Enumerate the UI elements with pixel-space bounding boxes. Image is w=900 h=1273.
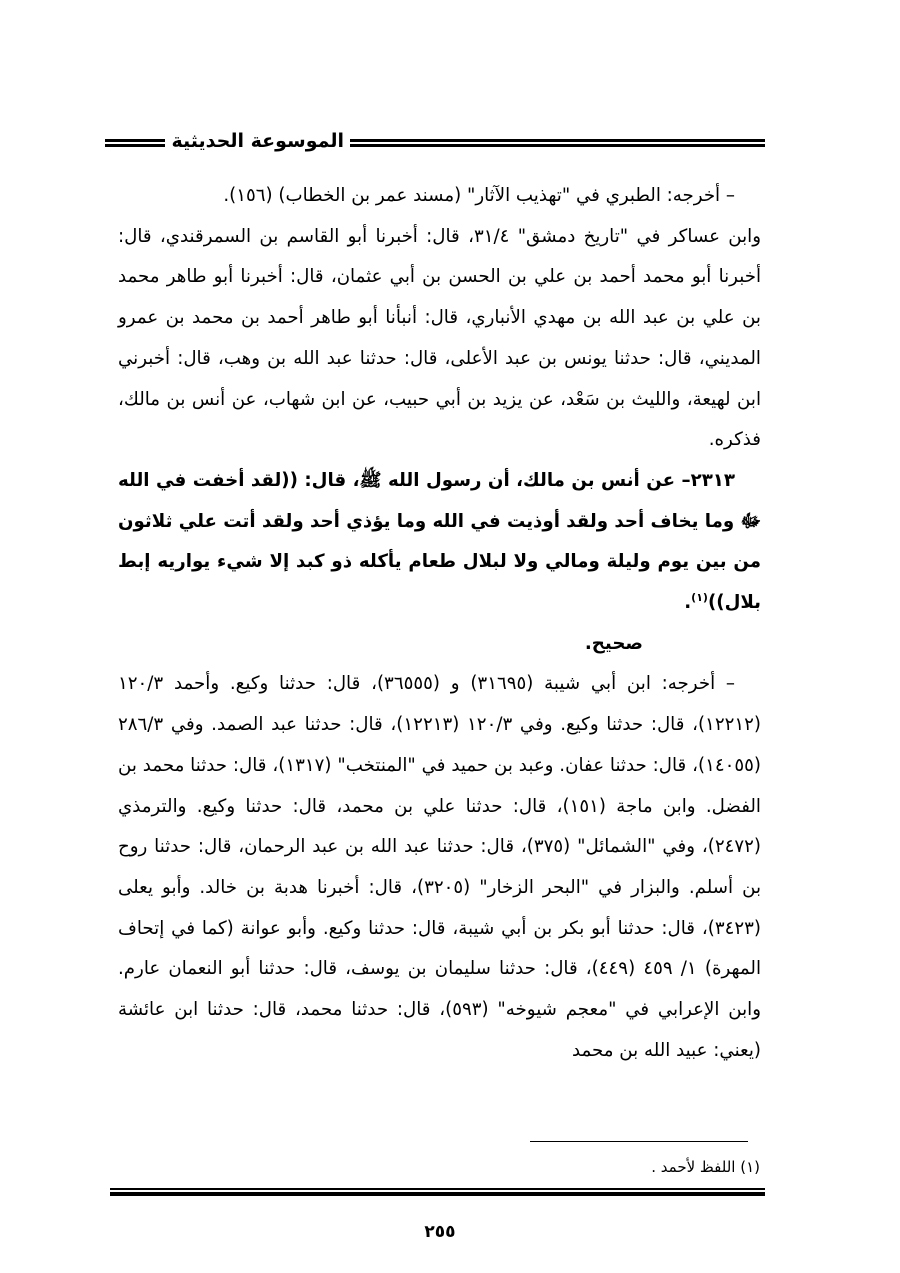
bottom-rule — [110, 1188, 765, 1196]
hadith-body: ٢٣١٣– عن أنس بن مالك، أن رسول الله ﷺ، قال: ((لقد أخفت في الله ﷻ وما يخاف أحد ولقد أوذيت في الله وما يؤذي أحد ولقد أتت علي ثلاثون من بين يوم وليلة ومالي ولا لبلال طعام يأكله ذو كبد إلا شيء يواريه إبط بلال)) — [118, 469, 761, 614]
main-text — [118, 176, 761, 1071]
hadith-text — [118, 461, 761, 624]
takhrij-paragraph-3: – أخرجه: ابن أبي شيبة (٣١٦٩٥) و (٣٦٥٥٥)، قال: حدثنا وكيع. وأحمد ١٢٠/٣ (١٢٢١٢)، قال: حدثنا وكيع. وفي ١٢٠/٣ (١٢٢١٣)، قال: حدثنا عبد الصمد. وفي ٢٨٦/٣ (١٤٠٥٥)، قال: حدثنا عفان. وعبد بن حميد في "المنتخب" (١٣١٧)، قال: حدثنا محمد بن الفضل. وابن ماجة (١٥١)، قال: حدثنا علي بن محمد، قال: حدثنا وكيع. والترمذي (٢٤٧٢)، وفي "الشمائل" (٣٧٥)، قال: حدثنا عبد الله بن عبد الرحمان، قال: حدثنا روح بن أسلم. والبزار في "البحر الزخار" (٣٢٠٥)، قال: أخبرنا هدبة بن خالد. وأبو يعلى (٣٤٢٣)، قال: حدثنا أبو بكر بن أبي شيبة، قال: حدثنا وكيع. وأبو عوانة (كما في إتحاف المهرة) ١/ ٤٥٩ (٤٤٩)، قال: حدثنا سليمان بن يوسف، قال: حدثنا أبو النعمان عارم. وابن الإعرابي في "معجم شيوخه" (٥٩٣)، قال: حدثنا محمد، قال: حدثنا ابن عائشة (يعني: عبيد الله بن محمد — [118, 673, 762, 1061]
header-title: الموسوعة الحديثية — [171, 130, 344, 152]
footnote-ref: (١) — [691, 590, 708, 604]
takhrij-paragraph-2: وابن عساكر في "تاريخ دمشق" ٣١/٤، قال: أخبرنا أبو القاسم بن السمرقندي، قال: أخبرنا أبو محمد أحمد بن علي بن الحسن بن أبي عثمان، قال: أخبرنا أبو طاهر محمد بن علي بن عبد الله بن مهدي الأنباري، قال: أنبأنا أبو طاهر أحمد بن محمد بن عمرو المديني، قال: حدثنا يونس بن عبد الأعلى، قال: حدثنا عبد الله بن وهب، قال: أخبرني ابن لهيعة، والليث بن سَعْد، عن يزيد بن أبي حبيب، عن ابن شهاب، عن أنس بن مالك، فذكره. — [118, 225, 761, 451]
footnote: (١) اللفظ لأحمد . — [651, 1158, 760, 1176]
running-header — [105, 128, 765, 164]
hadith-end: . — [684, 592, 692, 614]
page-number: ٢٥٥ — [424, 1222, 456, 1242]
footnote-separator — [530, 1141, 748, 1142]
header-rule-left — [105, 139, 165, 147]
header-rule-right — [350, 139, 765, 147]
hadith-verdict: صحيح. — [584, 632, 643, 654]
takhrij-paragraph-1: – أخرجه: الطبري في "تهذيب الآثار" (مسند عمر بن الخطاب) (١٥٦). — [223, 185, 735, 206]
